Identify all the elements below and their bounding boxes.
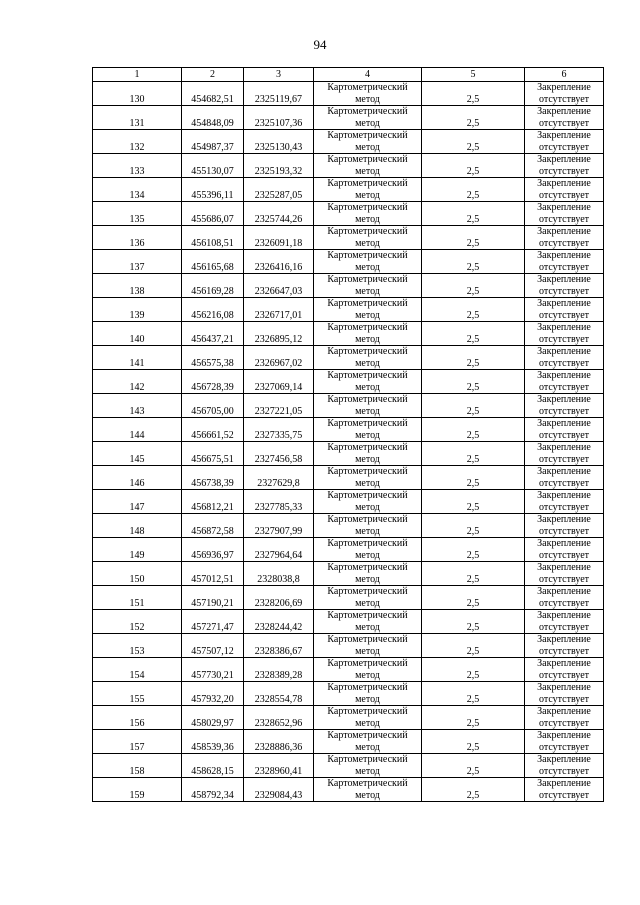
method-cell: Картометрический метод xyxy=(314,298,422,322)
point-number-cell: 152 xyxy=(93,610,182,634)
table-row xyxy=(93,514,604,538)
method-cell: Картометрический метод xyxy=(314,514,422,538)
point-number-cell: 146 xyxy=(93,466,182,490)
table-row xyxy=(93,778,604,802)
x-coordinate-cell: 458628,15 xyxy=(182,754,244,778)
accuracy-cell: 2,5 xyxy=(422,274,525,298)
x-coordinate-cell: 456728,39 xyxy=(182,370,244,394)
y-coordinate-cell: 2325119,67 xyxy=(244,82,314,106)
method-cell: Картометрический метод xyxy=(314,274,422,298)
point-number-cell: 148 xyxy=(93,514,182,538)
y-coordinate-cell: 2327069,14 xyxy=(244,370,314,394)
fixing-cell: Закрепление отсутствует xyxy=(525,706,604,730)
x-coordinate-cell: 455130,07 xyxy=(182,154,244,178)
fixing-cell: Закрепление отсутствует xyxy=(525,610,604,634)
table-row xyxy=(93,370,604,394)
point-number-cell: 147 xyxy=(93,490,182,514)
fixing-cell: Закрепление отсутствует xyxy=(525,370,604,394)
method-cell: Картометрический метод xyxy=(314,226,422,250)
y-coordinate-cell: 2328244,42 xyxy=(244,610,314,634)
point-number-cell: 155 xyxy=(93,682,182,706)
y-coordinate-cell: 2327456,58 xyxy=(244,442,314,466)
accuracy-cell: 2,5 xyxy=(422,106,525,130)
table-row xyxy=(93,130,604,154)
table-row xyxy=(93,466,604,490)
fixing-cell: Закрепление отсутствует xyxy=(525,562,604,586)
fixing-cell: Закрепление отсутствует xyxy=(525,634,604,658)
y-coordinate-cell: 2326416,16 xyxy=(244,250,314,274)
accuracy-cell: 2,5 xyxy=(422,490,525,514)
table-row xyxy=(93,586,604,610)
method-cell: Картометрический метод xyxy=(314,730,422,754)
x-coordinate-cell: 456705,00 xyxy=(182,394,244,418)
accuracy-cell: 2,5 xyxy=(422,394,525,418)
x-coordinate-cell: 456437,21 xyxy=(182,322,244,346)
x-coordinate-cell: 457271,47 xyxy=(182,610,244,634)
column-header-5: 5 xyxy=(422,68,525,82)
point-number-cell: 143 xyxy=(93,394,182,418)
method-cell: Картометрический метод xyxy=(314,682,422,706)
accuracy-cell: 2,5 xyxy=(422,298,525,322)
accuracy-cell: 2,5 xyxy=(422,778,525,802)
method-cell: Картометрический метод xyxy=(314,370,422,394)
fixing-cell: Закрепление отсутствует xyxy=(525,346,604,370)
y-coordinate-cell: 2325744,26 xyxy=(244,202,314,226)
accuracy-cell: 2,5 xyxy=(422,466,525,490)
accuracy-cell: 2,5 xyxy=(422,442,525,466)
point-number-cell: 144 xyxy=(93,418,182,442)
table-row xyxy=(93,178,604,202)
point-number-cell: 136 xyxy=(93,226,182,250)
x-coordinate-cell: 456661,52 xyxy=(182,418,244,442)
method-cell: Картометрический метод xyxy=(314,82,422,106)
fixing-cell: Закрепление отсутствует xyxy=(525,298,604,322)
x-coordinate-cell: 457507,12 xyxy=(182,634,244,658)
point-number-cell: 133 xyxy=(93,154,182,178)
coordinates-table xyxy=(92,67,604,802)
point-number-cell: 134 xyxy=(93,178,182,202)
x-coordinate-cell: 457932,20 xyxy=(182,682,244,706)
point-number-cell: 137 xyxy=(93,250,182,274)
method-cell: Картометрический метод xyxy=(314,562,422,586)
fixing-cell: Закрепление отсутствует xyxy=(525,730,604,754)
accuracy-cell: 2,5 xyxy=(422,634,525,658)
method-cell: Картометрический метод xyxy=(314,178,422,202)
fixing-cell: Закрепление отсутствует xyxy=(525,466,604,490)
column-header-4: 4 xyxy=(314,68,422,82)
x-coordinate-cell: 455686,07 xyxy=(182,202,244,226)
table-row xyxy=(93,202,604,226)
accuracy-cell: 2,5 xyxy=(422,706,525,730)
accuracy-cell: 2,5 xyxy=(422,658,525,682)
fixing-cell: Закрепление отсутствует xyxy=(525,82,604,106)
x-coordinate-cell: 456675,51 xyxy=(182,442,244,466)
point-number-cell: 140 xyxy=(93,322,182,346)
column-header-6: 6 xyxy=(525,68,604,82)
method-cell: Картометрический метод xyxy=(314,538,422,562)
y-coordinate-cell: 2327335,75 xyxy=(244,418,314,442)
x-coordinate-cell: 458539,36 xyxy=(182,730,244,754)
accuracy-cell: 2,5 xyxy=(422,226,525,250)
x-coordinate-cell: 454682,51 xyxy=(182,82,244,106)
fixing-cell: Закрепление отсутствует xyxy=(525,154,604,178)
table-row xyxy=(93,274,604,298)
point-number-cell: 150 xyxy=(93,562,182,586)
fixing-cell: Закрепление отсутствует xyxy=(525,250,604,274)
method-cell: Картометрический метод xyxy=(314,346,422,370)
x-coordinate-cell: 456216,08 xyxy=(182,298,244,322)
y-coordinate-cell: 2326647,03 xyxy=(244,274,314,298)
accuracy-cell: 2,5 xyxy=(422,730,525,754)
point-number-cell: 142 xyxy=(93,370,182,394)
y-coordinate-cell: 2328652,96 xyxy=(244,706,314,730)
table-row xyxy=(93,730,604,754)
point-number-cell: 132 xyxy=(93,130,182,154)
y-coordinate-cell: 2326091,18 xyxy=(244,226,314,250)
table-row xyxy=(93,250,604,274)
method-cell: Картометрический метод xyxy=(314,394,422,418)
accuracy-cell: 2,5 xyxy=(422,82,525,106)
accuracy-cell: 2,5 xyxy=(422,322,525,346)
y-coordinate-cell: 2326967,02 xyxy=(244,346,314,370)
column-header-1: 1 xyxy=(93,68,182,82)
table-row xyxy=(93,562,604,586)
method-cell: Картометрический метод xyxy=(314,610,422,634)
column-header-2: 2 xyxy=(182,68,244,82)
method-cell: Картометрический метод xyxy=(314,418,422,442)
fixing-cell: Закрепление отсутствует xyxy=(525,130,604,154)
y-coordinate-cell: 2328554,78 xyxy=(244,682,314,706)
method-cell: Картометрический метод xyxy=(314,322,422,346)
accuracy-cell: 2,5 xyxy=(422,202,525,226)
accuracy-cell: 2,5 xyxy=(422,538,525,562)
x-coordinate-cell: 456108,51 xyxy=(182,226,244,250)
fixing-cell: Закрепление отсутствует xyxy=(525,514,604,538)
method-cell: Картометрический метод xyxy=(314,466,422,490)
point-number-cell: 149 xyxy=(93,538,182,562)
table-row xyxy=(93,418,604,442)
x-coordinate-cell: 458029,97 xyxy=(182,706,244,730)
table-row xyxy=(93,298,604,322)
point-number-cell: 156 xyxy=(93,706,182,730)
fixing-cell: Закрепление отсутствует xyxy=(525,658,604,682)
fixing-cell: Закрепление отсутствует xyxy=(525,442,604,466)
y-coordinate-cell: 2325287,05 xyxy=(244,178,314,202)
y-coordinate-cell: 2328038,8 xyxy=(244,562,314,586)
method-cell: Картометрический метод xyxy=(314,130,422,154)
table-row xyxy=(93,154,604,178)
y-coordinate-cell: 2327785,33 xyxy=(244,490,314,514)
y-coordinate-cell: 2328206,69 xyxy=(244,586,314,610)
fixing-cell: Закрепление отсутствует xyxy=(525,394,604,418)
method-cell: Картометрический метод xyxy=(314,490,422,514)
accuracy-cell: 2,5 xyxy=(422,130,525,154)
x-coordinate-cell: 454848,09 xyxy=(182,106,244,130)
x-coordinate-cell: 457012,51 xyxy=(182,562,244,586)
x-coordinate-cell: 455396,11 xyxy=(182,178,244,202)
accuracy-cell: 2,5 xyxy=(422,418,525,442)
accuracy-cell: 2,5 xyxy=(422,754,525,778)
accuracy-cell: 2,5 xyxy=(422,346,525,370)
table-row xyxy=(93,442,604,466)
table-row xyxy=(93,634,604,658)
point-number-cell: 135 xyxy=(93,202,182,226)
x-coordinate-cell: 456575,38 xyxy=(182,346,244,370)
method-cell: Картометрический метод xyxy=(314,250,422,274)
x-coordinate-cell: 456165,68 xyxy=(182,250,244,274)
point-number-cell: 130 xyxy=(93,82,182,106)
method-cell: Картометрический метод xyxy=(314,106,422,130)
method-cell: Картометрический метод xyxy=(314,754,422,778)
y-coordinate-cell: 2327221,05 xyxy=(244,394,314,418)
table-row xyxy=(93,226,604,250)
x-coordinate-cell: 456812,21 xyxy=(182,490,244,514)
table-row xyxy=(93,322,604,346)
point-number-cell: 157 xyxy=(93,730,182,754)
x-coordinate-cell: 458792,34 xyxy=(182,778,244,802)
y-coordinate-cell: 2327964,64 xyxy=(244,538,314,562)
method-cell: Картометрический метод xyxy=(314,154,422,178)
y-coordinate-cell: 2328389,28 xyxy=(244,658,314,682)
table-row xyxy=(93,682,604,706)
fixing-cell: Закрепление отсутствует xyxy=(525,538,604,562)
fixing-cell: Закрепление отсутствует xyxy=(525,490,604,514)
point-number-cell: 139 xyxy=(93,298,182,322)
table-row xyxy=(93,658,604,682)
accuracy-cell: 2,5 xyxy=(422,586,525,610)
y-coordinate-cell: 2325130,43 xyxy=(244,130,314,154)
y-coordinate-cell: 2326717,01 xyxy=(244,298,314,322)
accuracy-cell: 2,5 xyxy=(422,154,525,178)
fixing-cell: Закрепление отсутствует xyxy=(525,586,604,610)
y-coordinate-cell: 2328960,41 xyxy=(244,754,314,778)
y-coordinate-cell: 2328886,36 xyxy=(244,730,314,754)
accuracy-cell: 2,5 xyxy=(422,250,525,274)
table-row xyxy=(93,538,604,562)
fixing-cell: Закрепление отсутствует xyxy=(525,202,604,226)
y-coordinate-cell: 2327907,99 xyxy=(244,514,314,538)
method-cell: Картометрический метод xyxy=(314,658,422,682)
method-cell: Картометрический метод xyxy=(314,586,422,610)
accuracy-cell: 2,5 xyxy=(422,178,525,202)
point-number-cell: 141 xyxy=(93,346,182,370)
x-coordinate-cell: 457190,21 xyxy=(182,586,244,610)
y-coordinate-cell: 2326895,12 xyxy=(244,322,314,346)
accuracy-cell: 2,5 xyxy=(422,610,525,634)
fixing-cell: Закрепление отсутствует xyxy=(525,274,604,298)
fixing-cell: Закрепление отсутствует xyxy=(525,226,604,250)
fixing-cell: Закрепление отсутствует xyxy=(525,178,604,202)
table-row xyxy=(93,706,604,730)
point-number-cell: 138 xyxy=(93,274,182,298)
x-coordinate-cell: 456872,58 xyxy=(182,514,244,538)
point-number-cell: 154 xyxy=(93,658,182,682)
accuracy-cell: 2,5 xyxy=(422,514,525,538)
accuracy-cell: 2,5 xyxy=(422,562,525,586)
fixing-cell: Закрепление отсутствует xyxy=(525,754,604,778)
table-row xyxy=(93,610,604,634)
table-row xyxy=(93,490,604,514)
point-number-cell: 158 xyxy=(93,754,182,778)
table-row xyxy=(93,82,604,106)
method-cell: Картометрический метод xyxy=(314,202,422,226)
table-row xyxy=(93,754,604,778)
y-coordinate-cell: 2325107,36 xyxy=(244,106,314,130)
point-number-cell: 145 xyxy=(93,442,182,466)
fixing-cell: Закрепление отсутствует xyxy=(525,106,604,130)
x-coordinate-cell: 456169,28 xyxy=(182,274,244,298)
table-row xyxy=(93,106,604,130)
y-coordinate-cell: 2329084,43 xyxy=(244,778,314,802)
point-number-cell: 151 xyxy=(93,586,182,610)
x-coordinate-cell: 454987,37 xyxy=(182,130,244,154)
point-number-cell: 131 xyxy=(93,106,182,130)
method-cell: Картометрический метод xyxy=(314,706,422,730)
page-number: 94 xyxy=(313,37,327,52)
fixing-cell: Закрепление отсутствует xyxy=(525,322,604,346)
method-cell: Картометрический метод xyxy=(314,778,422,802)
fixing-cell: Закрепление отсутствует xyxy=(525,778,604,802)
y-coordinate-cell: 2325193,32 xyxy=(244,154,314,178)
y-coordinate-cell: 2327629,8 xyxy=(244,466,314,490)
method-cell: Картометрический метод xyxy=(314,634,422,658)
point-number-cell: 153 xyxy=(93,634,182,658)
table-header-row xyxy=(93,68,604,82)
table-row xyxy=(93,394,604,418)
point-number-cell: 159 xyxy=(93,778,182,802)
fixing-cell: Закрепление отсутствует xyxy=(525,418,604,442)
x-coordinate-cell: 457730,21 xyxy=(182,658,244,682)
table-row xyxy=(93,346,604,370)
x-coordinate-cell: 456936,97 xyxy=(182,538,244,562)
fixing-cell: Закрепление отсутствует xyxy=(525,682,604,706)
y-coordinate-cell: 2328386,67 xyxy=(244,634,314,658)
accuracy-cell: 2,5 xyxy=(422,682,525,706)
accuracy-cell: 2,5 xyxy=(422,370,525,394)
column-header-3: 3 xyxy=(244,68,314,82)
method-cell: Картометрический метод xyxy=(314,442,422,466)
x-coordinate-cell: 456738,39 xyxy=(182,466,244,490)
